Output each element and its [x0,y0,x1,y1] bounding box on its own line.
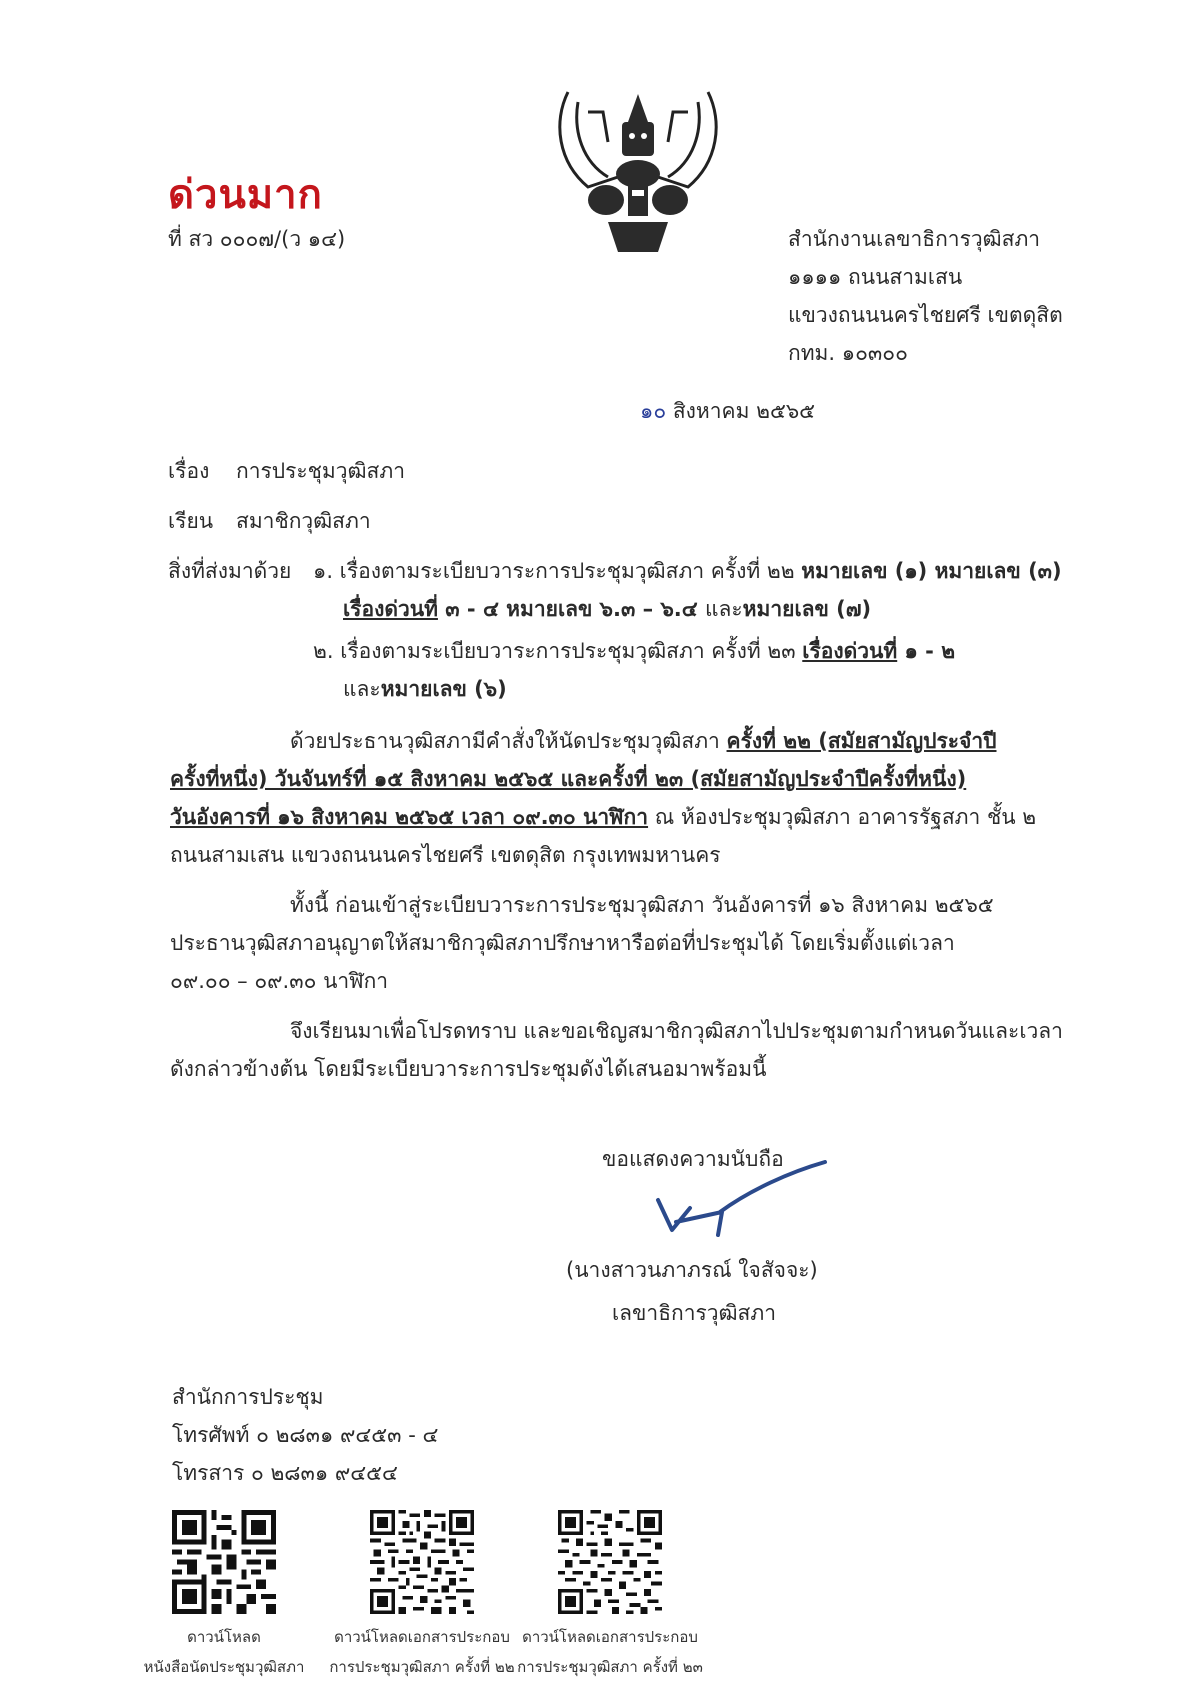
enclosure-bold-text: หมายเลข (๑) หมายเลข (๓) [801,559,1062,583]
subject-value: การประชุมวุฒิสภา [236,459,405,483]
body-text: ด้วยประธานวุฒิสภามีคำสั่งให้นัดประชุมวุฒิสภา [290,729,727,753]
enclosure-text: และ [343,677,381,701]
body-text: ณ ห้องประชุมวุฒิสภา อาคารรัฐสภา ชั้น ๒ [648,805,1037,829]
enclosure-text: ๑. เรื่องตามระเบียบวาระการประชุมวุฒิสภา ครั้งที่ ๒๒ [313,559,802,583]
closing-salutation: ขอแสดงความนับถือ [602,1147,784,1171]
enclosure-item-2-line-1 [313,636,955,666]
body-para-2-line-1: ทั้งนี้ ก่อนเข้าสู่ระเบียบวาระการประชุมวุฒิสภา วันอังคารที่ ๑๖ สิงหาคม ๒๕๖๕ [290,893,994,917]
qr-caption-line-1: ดาวน์โหลดเอกสารประกอบ [334,1628,510,1646]
enclosure-bold-text: ๑ - ๒ [897,639,956,663]
footer-office: สำนักการประชุม [172,1385,324,1409]
footer-phone: โทรศัพท์ ๐ ๒๘๓๑ ๙๔๕๓ - ๔ [172,1423,439,1447]
handwritten-signature-icon [650,1160,830,1245]
body-para-1-line-4: ถนนสามเสน แขวงถนนนครไชยศรี เขตดุสิต กรุงเทพมหานคร [170,843,721,867]
meeting-schedule-highlight: ครั้งที่หนึ่ง) วันจันทร์ที่ ๑๕ สิงหาคม ๒๕๖๕ และครั้งที่ ๒๓ (สมัยสามัญประจำปีครั้งที่หนึ่ง) [170,767,967,791]
sender-address-line-4: กทม. ๑๐๓๐๐ [788,341,908,365]
date-month-year: สิงหาคม ๒๕๖๕ [672,399,816,423]
enclosure-text: และ [704,597,743,621]
enclosure-item-1-line-2 [343,594,871,624]
qr-caption-line-1: ดาวน์โหลดเอกสารประกอบ [522,1628,698,1646]
body-para-2-line-3: ๐๙.๐๐ – ๐๙.๓๐ นาฬิกา [170,969,389,993]
qr-code-icon[interactable] [172,1510,276,1614]
sender-address-line-2: ๑๑๑๑ ถนนสามเสน [788,265,963,289]
urgency-stamp: ด่วนมาก [168,172,323,218]
urgent-item-label: เรื่องด่วนที่ [343,597,438,621]
qr-download-documents-23[interactable] [490,1510,730,1682]
body-para-1-line-2 [170,764,966,794]
sender-address-line-3: แขวงถนนนครไชยศรี เขตดุสิต [788,303,1063,327]
enclosure-item-1-line-1 [313,556,1062,586]
urgent-item-label: เรื่องด่วนที่ [802,639,898,663]
subject-label: เรื่อง [168,459,210,483]
enclosure-text: ๒. เรื่องตามระเบียบวาระการประชุมวุฒิสภา ครั้งที่ ๒๓ [313,639,803,663]
garuda-emblem-icon [548,82,728,257]
qr-caption [490,1622,730,1682]
body-para-1-line-1 [290,726,997,756]
document-number: ที่ สว ๐๐๐๗/(ว ๑๔) [168,227,346,251]
qr-code-icon[interactable] [370,1510,474,1614]
body-para-1-line-3 [170,802,1036,832]
document-date [640,396,815,426]
signatory-name: (นางสาวนภาภรณ์ ใจสัจจะ) [566,1258,818,1282]
meeting-schedule-highlight: วันอังคารที่ ๑๖ สิงหาคม ๒๕๖๕ เวลา ๐๙.๓๐ นาฬิกา [170,805,649,829]
qr-caption-line-2: การประชุมวุฒิสภา ครั้งที่ ๒๒ [329,1658,515,1676]
body-para-3-line-2: ดังกล่าวข้างต้น โดยมีระเบียบวาระการประชุมดังได้เสนอมาพร้อมนี้ [170,1057,767,1081]
recipient-value: สมาชิกวุฒิสภา [236,509,371,533]
qr-caption-line-2: การประชุมวุฒิสภา ครั้งที่ ๒๓ [517,1658,703,1676]
meeting-schedule-highlight: ครั้งที่ ๒๒ (สมัยสามัญประจำปี [726,729,997,753]
enclosures-label: สิ่งที่ส่งมาด้วย [168,559,292,583]
recipient-label: เรียน [168,509,214,533]
enclosure-bold-text: หมายเลข (๗) [742,597,872,621]
qr-caption-line-1: ดาวน์โหลด [187,1628,261,1646]
body-para-3-line-1: จึงเรียนมาเพื่อโปรดทราบ และขอเชิญสมาชิกวุฒิสภาไปประชุมตามกำหนดวันและเวลา [290,1019,1063,1043]
qr-caption-line-2: หนังสือนัดประชุมวุฒิสภา [143,1658,305,1676]
footer-fax: โทรสาร ๐ ๒๘๓๑ ๙๔๕๔ [172,1461,398,1485]
signatory-title: เลขาธิการวุฒิสภา [612,1301,777,1325]
enclosure-item-2-line-2 [343,674,507,704]
body-para-2-line-2: ประธานวุฒิสภาอนุญาตให้สมาชิกวุฒิสภาปรึกษาหารือต่อที่ประชุมได้ โดยเริ่มตั้งแต่เวลา [170,931,955,955]
enclosure-bold-text: ๓ - ๔ หมายเลข ๖.๓ – ๖.๔ [437,597,705,621]
enclosure-bold-text: หมายเลข (๖) [380,677,507,701]
sender-address-line-1: สำนักงานเลขาธิการวุฒิสภา [788,227,1041,251]
qr-code-icon[interactable] [558,1510,662,1614]
date-day: ๑๐ [640,399,667,423]
